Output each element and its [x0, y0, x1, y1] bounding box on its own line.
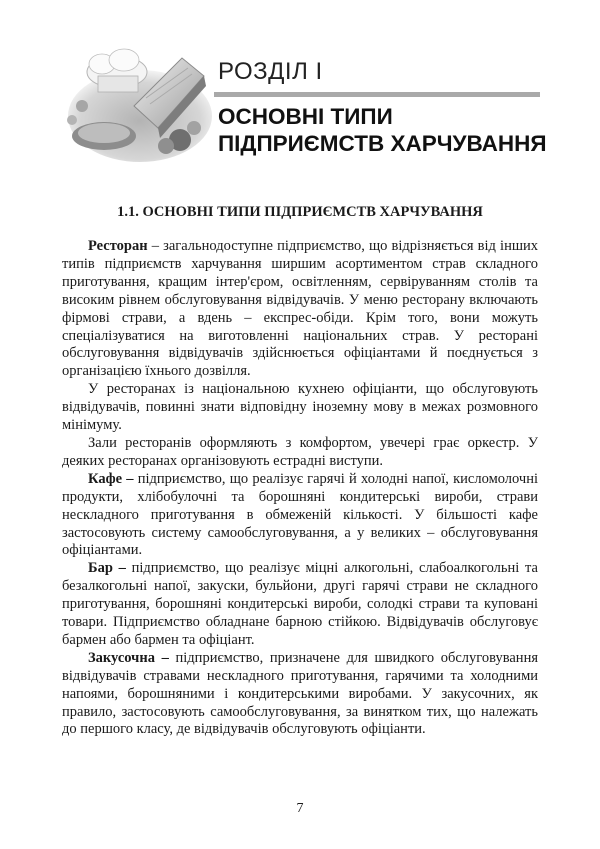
paragraph-cafe: [62, 471, 538, 561]
term-snack-bar: Закусочна –: [88, 649, 169, 666]
paragraph-national-cuisine: [62, 381, 538, 435]
paragraph-text: підприємство, що реалізує гарячі й холодні напої, кисломолочні продукти, хлібобулочні та борошняні кондитерські вироби, страви нескладного приготування в обмеженій кількості. У більшості кафе застосовують систему самообслуговування, а у великих – обслуговування офіціантами.: [62, 470, 538, 559]
page-number: 7: [296, 801, 304, 816]
paragraph-text: підприємство, що реалізує міцні алкогольні, слабоалкогольні та безалкогольні напої, закуски, бульйони, другі гарячі страви не складного приготування, борошняні кондитерські вироби, солодкі страви та куповані товари. Підприємство обладнане барною стійкою. Відвідувачів обслуговує бармен або бармен та офіціант.: [62, 560, 538, 648]
paragraph-restaurant: [62, 238, 538, 381]
term-restaurant: Ресторан: [88, 238, 148, 254]
chapter-title: ОСНОВНІ ТИПИ ПІДПРИЄМСТВ ХАРЧУВАННЯ: [218, 104, 547, 156]
cookbook-chef-hat-icon: [62, 36, 212, 164]
section-heading: 1.1. ОСНОВНІ ТИПИ ПІДПРИЄМСТВ ХАРЧУВАННЯ: [117, 204, 483, 220]
term-cafe: Кафе –: [88, 470, 134, 487]
term-bar: Бар –: [88, 560, 126, 577]
paragraph-text: – загальнодоступне підприємство, що відрізняється від інших типів підприємств харчування ширшим асортиментом страв складного приготування, кращим інтер'єром, освітленням, сервіруванням столів та високим рівнем обслуговування відвідувачів. У меню ресторану включають фірмові страви, а вдень – експрес-обіди. Крім того, вони можуть спеціалізуватися на виготовленні національних страв. У ресторані обслуговування відвідувачів здійснюється офіціантами й поєднується з організацією їхнього дозвілля.: [62, 238, 538, 380]
paragraph-text: підприємство, призначене для швидкого обслуговування відвідувачів стравами нескладного приготування, гарячими та холодними напоями, борошняними і кондитерськими виробами. У закусочних, як правило, застосовують самообслуговування, за винятком тих, що належать до першого класу, де відвідувачів обслуговують офіціанти.: [62, 649, 538, 738]
paragraph-text: У ресторанах із національною кухнею офіціанти, що обслуговують відвідувачів, повинні знати відповідну іноземну мову в межах розмовного мінімуму.: [62, 381, 538, 434]
header-divider: [214, 92, 540, 97]
paragraph-text: Зали ресторанів оформляють з комфортом, увечері грає оркестр. У деяких ресторанах організовують естрадні виступи.: [62, 434, 538, 469]
chapter-label: РОЗДІЛ І: [218, 58, 323, 85]
paragraph-snack-bar: [62, 650, 538, 740]
paragraph-bar: [62, 560, 538, 650]
body-text: [62, 238, 538, 739]
paragraph-restaurant-halls: [62, 435, 538, 471]
